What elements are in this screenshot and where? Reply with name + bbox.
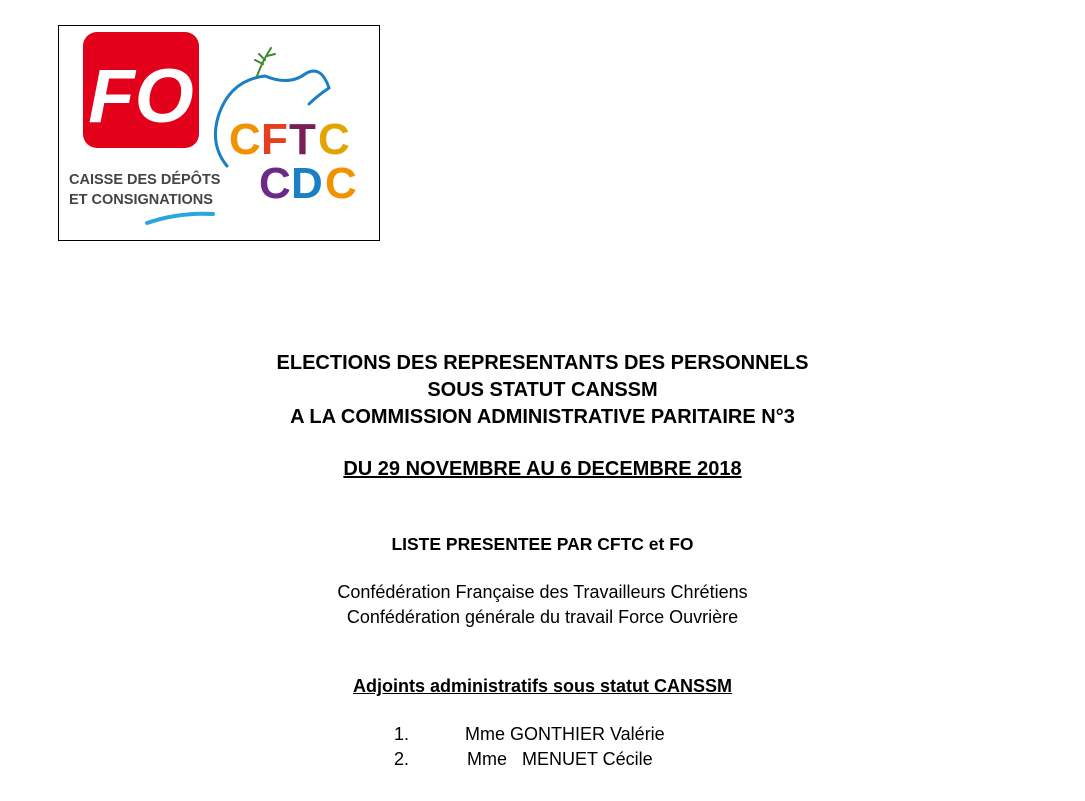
- logo-box: [58, 25, 380, 241]
- fo-logo: [69, 32, 221, 223]
- list-item: [0, 747, 1085, 772]
- cdc-letter-d: D: [291, 159, 323, 208]
- cdc-letter-c2: C: [325, 159, 357, 208]
- organization-cftc: Confédération Française des Travailleurs Chrétiens: [337, 582, 748, 602]
- candidate-number: 2.: [394, 749, 410, 769]
- fo-caption-line1: CAISSE DES DÉPÔTS: [69, 172, 221, 188]
- section-heading: [0, 674, 1085, 699]
- olive-branch-icon: [255, 48, 275, 76]
- candidate-number: 1.: [394, 724, 410, 744]
- cftc-letter-t: T: [289, 115, 316, 164]
- title-line-2: SOUS STATUT CANSSM: [427, 379, 658, 401]
- candidate-name: Mme GONTHIER Valérie: [465, 724, 665, 744]
- cftc-letter-c2: C: [318, 115, 350, 164]
- title-line-1: ELECTIONS DES REPRESENTANTS DES PERSONNELS: [276, 352, 809, 374]
- document-title: [0, 350, 1085, 431]
- cftc-cdc-logo: [215, 48, 356, 208]
- election-dates-text: DU 29 NOVEMBRE AU 6 DECEMBRE 2018: [343, 458, 742, 480]
- election-dates: [0, 456, 1085, 483]
- candidate-name: Mme MENUET Cécile: [467, 749, 653, 769]
- cftc-letter-c1: C: [229, 115, 261, 164]
- organization-fo: Confédération générale du travail Force Ouvrière: [346, 607, 739, 627]
- dove-icon: [219, 71, 329, 114]
- list-presented-by: LISTE PRESENTEE PAR CFTC et FO: [391, 534, 694, 554]
- candidate-list: [0, 722, 1085, 772]
- fo-caption-line2: ET CONSIGNATIONS: [69, 192, 213, 208]
- cdc-letter-c1: C: [259, 159, 291, 208]
- section-heading-text: Adjoints administratifs sous statut CANSSM: [352, 676, 733, 696]
- title-line-3: A LA COMMISSION ADMINISTRATIVE PARITAIRE N°3: [290, 406, 795, 428]
- list-item: [0, 722, 1085, 747]
- fo-mark: FO: [88, 54, 194, 139]
- fo-swoosh: [147, 214, 213, 223]
- organizations: [0, 580, 1085, 630]
- cftc-letter-f: F: [261, 115, 288, 164]
- union-logos: [59, 26, 381, 242]
